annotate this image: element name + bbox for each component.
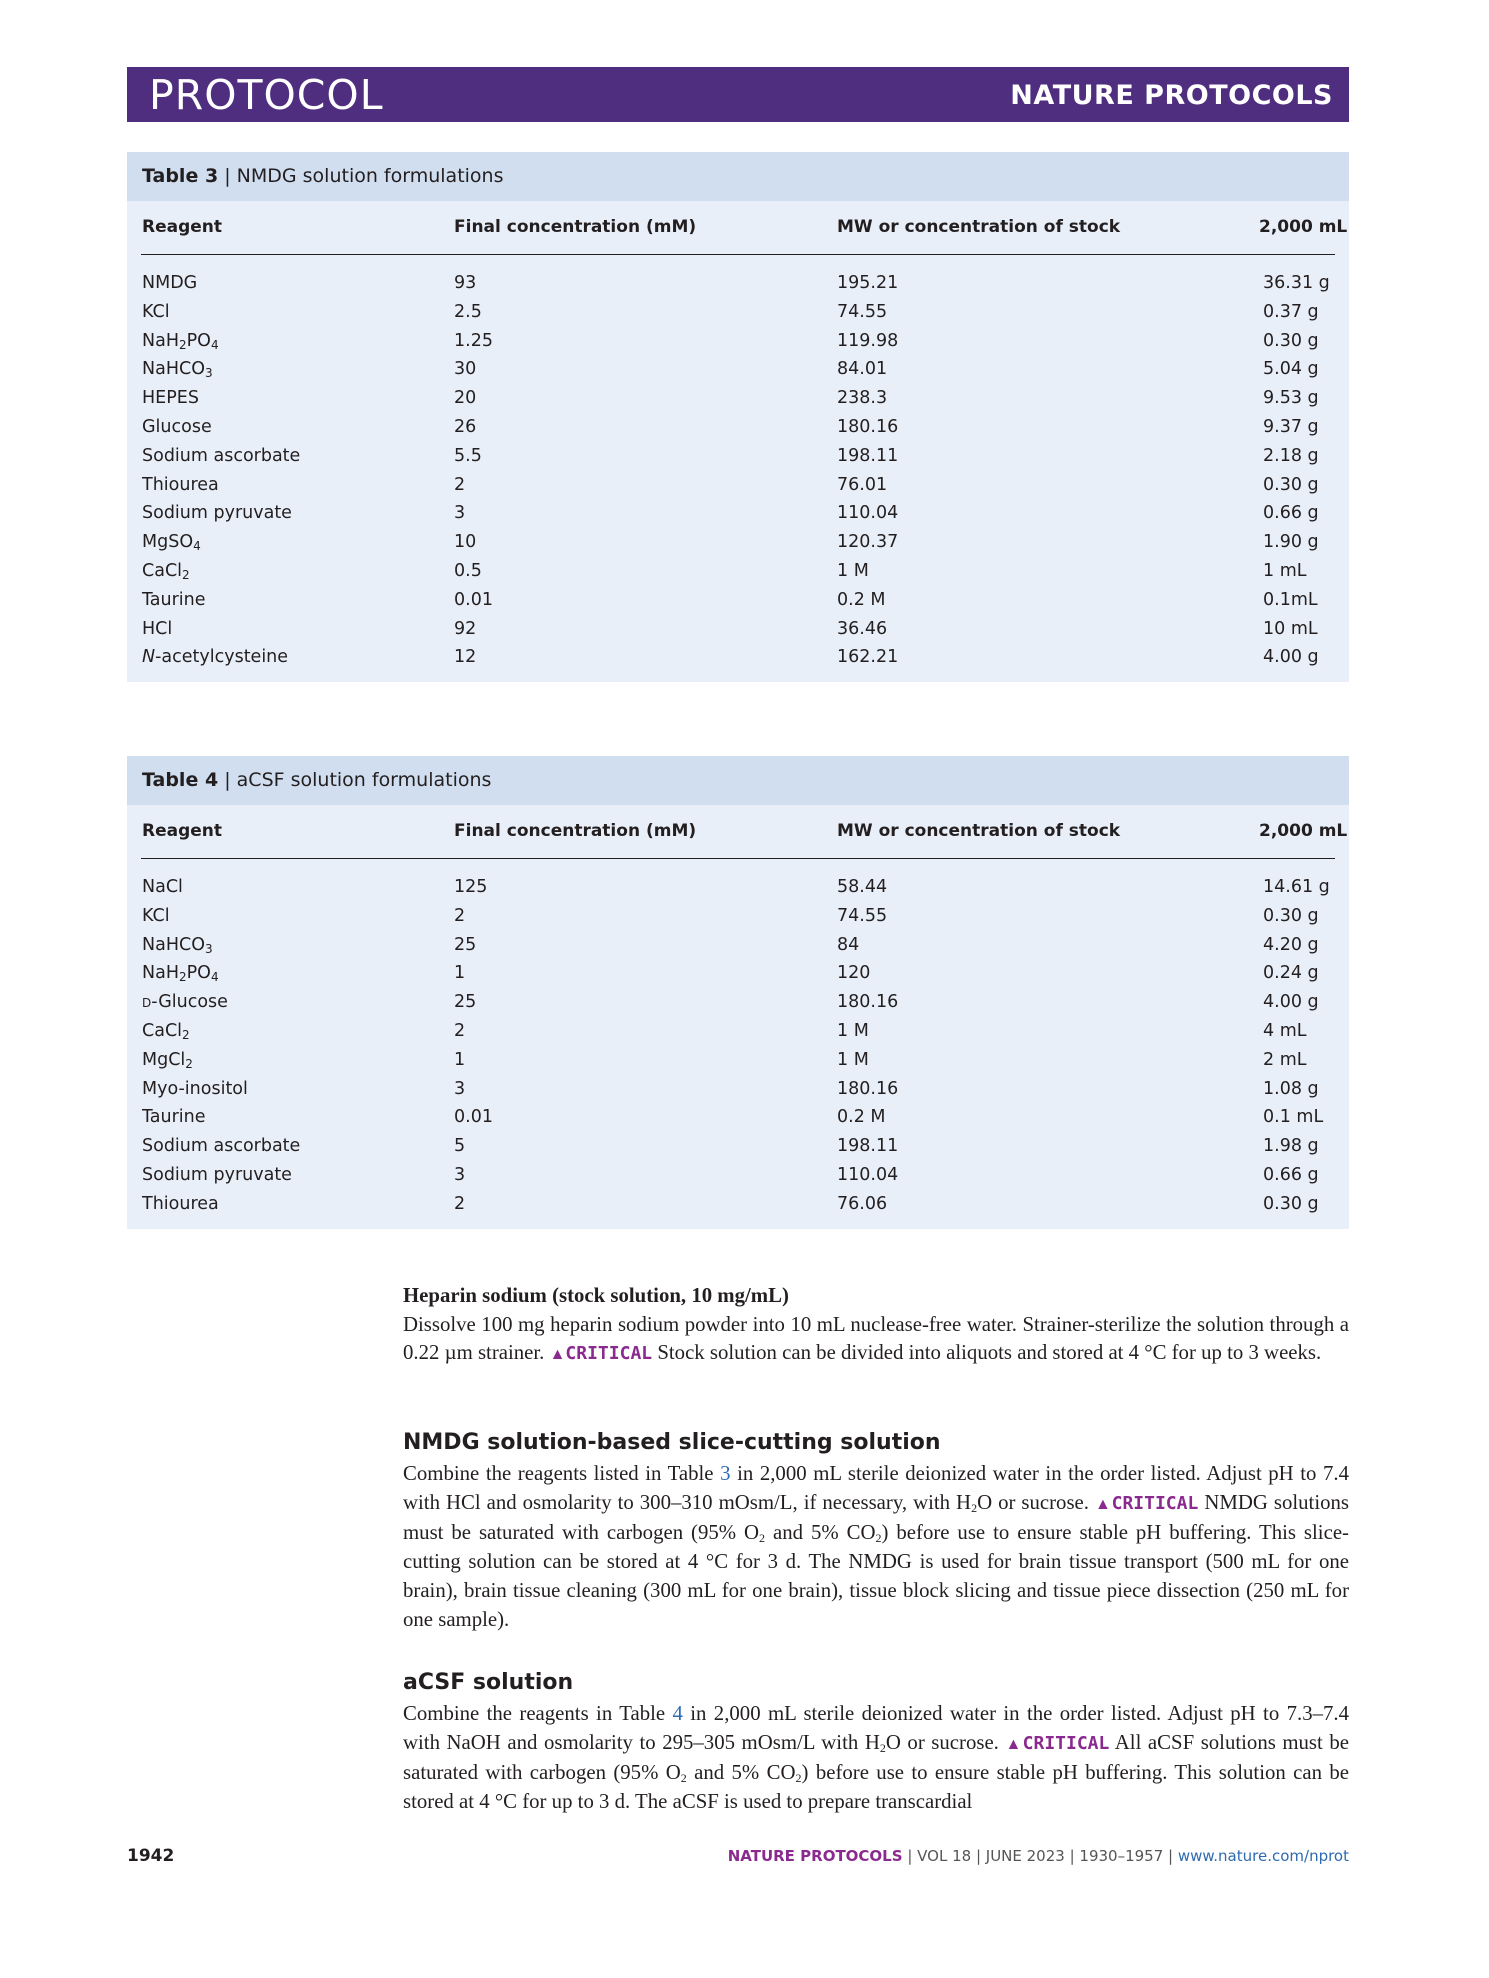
stock-cell: 74.55 [837, 301, 888, 322]
concentration-cell: 2 [454, 1193, 466, 1214]
table-row [127, 528, 1349, 557]
reagent-cell: Sodium pyruvate [142, 1164, 292, 1185]
stock-cell: 120 [837, 963, 871, 984]
reagent-cell: HCl [142, 618, 173, 639]
stock-cell: 74.55 [837, 905, 888, 926]
concentration-cell: 30 [454, 359, 477, 380]
table-4-title: Table 4 | aCSF solution formulations [127, 756, 1349, 805]
critical-label: CRITICAL [1022, 1732, 1110, 1754]
column-header-volume: 2,000 mL [1259, 217, 1348, 237]
table-3 [127, 152, 1349, 682]
table-row [127, 873, 1349, 902]
table-row [127, 959, 1349, 988]
page-number: 1942 [127, 1846, 175, 1866]
reagent-cell: MgCl$_2$ [142, 1049, 193, 1071]
stock-cell: 1 M [837, 1049, 869, 1070]
table-row [127, 355, 1349, 384]
critical-label: CRITICAL [1111, 1492, 1199, 1514]
concentration-cell: 1 [454, 963, 466, 984]
column-header-final-concentration: Final concentration (mM) [454, 217, 697, 237]
concentration-cell: 0.01 [454, 589, 493, 610]
concentration-cell: 2.5 [454, 301, 482, 322]
footer-url-link[interactable]: www.nature.com/nprot [1177, 1847, 1349, 1865]
reagent-cell: Sodium pyruvate [142, 503, 292, 524]
table-3-header [127, 201, 1349, 255]
table-row [127, 384, 1349, 413]
table-row [127, 1017, 1349, 1046]
table-row [127, 269, 1349, 298]
stock-cell: 84 [837, 934, 860, 955]
reagent-cell: KCl [142, 301, 170, 322]
stock-cell: 36.46 [837, 618, 888, 639]
acsf-heading: aCSF solution [403, 1670, 574, 1695]
stock-cell: 58.44 [837, 877, 888, 897]
table-4-caption: aCSF solution formulations [236, 769, 492, 791]
nmdg-heading: NMDG solution-based slice-cutting solution [403, 1430, 941, 1455]
concentration-cell: 3 [454, 503, 466, 524]
table-3-body [127, 255, 1349, 682]
reagent-cell: Sodium ascorbate [142, 445, 301, 466]
header-banner [127, 67, 1349, 122]
reagent-cell: NMDG [142, 273, 198, 293]
concentration-cell: 10 [454, 532, 477, 553]
amount-cell: 0.66 g [1263, 1164, 1319, 1185]
critical-triangle-icon: ▲ [549, 1346, 566, 1364]
stock-cell: 0.2 M [837, 589, 886, 610]
nmdg-text-1: Combine the reagents listed in Table [403, 1462, 714, 1485]
table-4-label: Table 4 [142, 769, 219, 791]
column-header-mw-stock: MW or concentration of stock [837, 217, 1121, 237]
table-row [127, 557, 1349, 586]
reagent-cell: NaHCO$_3$ [142, 934, 213, 956]
stock-cell: 195.21 [837, 273, 899, 293]
table-row [127, 988, 1349, 1017]
table-row [127, 442, 1349, 471]
table-row [127, 643, 1349, 672]
reagent-cell: Thiourea [142, 474, 219, 495]
amount-cell: 9.53 g [1263, 388, 1319, 409]
amount-cell: 4 mL [1263, 1020, 1307, 1041]
concentration-cell: 26 [454, 416, 477, 437]
table-row [127, 1046, 1349, 1075]
table-4 [127, 756, 1349, 1229]
concentration-cell: 5 [454, 1136, 466, 1157]
concentration-cell: 2 [454, 905, 466, 926]
amount-cell: 4.00 g [1263, 647, 1319, 668]
stock-cell: 198.11 [837, 445, 899, 466]
nmdg-text-2: in 2,000 mL sterile deionized water in the order listed. Adjust pH to 7.4 with HCl and osmolarity to 300–310 mOsm/L, if necessary, with $H_2O$ or sucrose. [403, 1462, 1350, 1515]
acsf-text-2: in 2,000 mL sterile deionized water in the order listed. Adjust pH to 7.3–7.4 with NaOH and osmolarity to 295–305 mOsm/L with $H_2O$ or sucrose. [403, 1702, 1349, 1755]
concentration-cell: 125 [454, 877, 488, 897]
concentration-cell: 25 [454, 992, 477, 1013]
table-3-caption: NMDG solution formulations [236, 165, 504, 187]
stock-cell: 1 M [837, 1020, 869, 1041]
table-4-ref-link[interactable]: 4 [672, 1702, 683, 1725]
reagent-cell: NaCl [142, 877, 183, 897]
table-row [127, 1190, 1349, 1219]
concentration-cell: 93 [454, 273, 477, 293]
reagent-cell: Myo-inositol [142, 1078, 248, 1099]
amount-cell: 2.18 g [1263, 445, 1319, 466]
stock-cell: 162.21 [837, 647, 899, 668]
table-row [127, 298, 1349, 327]
header-section-label: PROTOCOL [149, 71, 384, 119]
table-row [127, 902, 1349, 931]
concentration-cell: 12 [454, 647, 477, 668]
critical-label: CRITICAL [565, 1343, 653, 1365]
table-row [127, 586, 1349, 615]
concentration-cell: 0.01 [454, 1107, 493, 1128]
amount-cell: 10 mL [1263, 618, 1318, 639]
table-row [127, 615, 1349, 644]
column-header-volume: 2,000 mL [1259, 821, 1348, 841]
amount-cell: 5.04 g [1263, 359, 1319, 380]
reagent-cell: MgSO$_4$ [142, 532, 201, 554]
table-row [127, 931, 1349, 960]
reagent-cell: $NaH_2PO_4$ [142, 330, 219, 352]
amount-cell: 0.1mL [1263, 589, 1318, 610]
nmdg-text-3: NMDG solutions must be saturated with carbogen (95% $O_2$ and 5% $CO_2$) before use to ensure stable pH buffering. This slice-cutting solution can be stored at 4 °C for 3 d. The NMDG is used for brain tissue transport (500 mL for one brain), brain tissue cleaning (300 mL for one brain), tissue block slicing and tissue piece dissection (250 mL for one sample). [403, 1490, 1349, 1631]
acsf-text-3: All aCSF solutions must be saturated with carbogen (95% $O_2$ and 5% $CO_2$) before use to ensure stable pH buffering. This solution can be stored at 4 °C for up to 3 d. The aCSF is used to prepare transcardial [403, 1730, 1349, 1814]
stock-cell: 180.16 [837, 992, 899, 1013]
reagent-cell: HEPES [142, 388, 199, 409]
amount-cell: 1 mL [1263, 560, 1307, 581]
stock-cell: 76.01 [837, 474, 888, 495]
column-header-reagent: Reagent [142, 821, 223, 841]
amount-cell: 0.24 g [1263, 963, 1319, 984]
nmdg-paragraph [403, 1460, 1349, 1634]
concentration-cell: 2 [454, 474, 466, 495]
reagent-cell: Sodium ascorbate [142, 1136, 301, 1157]
column-header-mw-stock: MW or concentration of stock [837, 821, 1121, 841]
concentration-cell: 2 [454, 1020, 466, 1041]
stock-cell: 180.16 [837, 1078, 899, 1099]
concentration-cell: 3 [454, 1078, 466, 1099]
amount-cell: 14.61 g [1263, 877, 1330, 897]
stock-cell: 180.16 [837, 416, 899, 437]
footer-citation [728, 1847, 1349, 1865]
table-3-label: Table 3 [142, 165, 219, 187]
reagent-cell: $NaH_2PO_4$ [142, 963, 219, 985]
amount-cell: 4.00 g [1263, 992, 1319, 1013]
reagent-cell: D-Glucose [142, 992, 228, 1013]
table-row [127, 499, 1349, 528]
concentration-cell: 1 [454, 1049, 466, 1070]
table-4-header [127, 805, 1349, 859]
footer-volume-info: | VOL 18 | JUNE 2023 | 1930–1957 | [907, 1847, 1174, 1865]
table-row [127, 471, 1349, 500]
amount-cell: 36.31 g [1263, 273, 1330, 293]
header-rule [141, 858, 1335, 859]
stock-cell: 238.3 [837, 388, 888, 409]
concentration-cell: 0.5 [454, 560, 482, 581]
stock-cell: 110.04 [837, 1164, 899, 1185]
reagent-cell: Glucose [142, 416, 212, 437]
amount-cell: 1.08 g [1263, 1078, 1319, 1099]
amount-cell: 2 mL [1263, 1049, 1307, 1070]
column-header-reagent: Reagent [142, 217, 223, 237]
critical-triangle-icon: ▲ [1005, 1735, 1023, 1753]
amount-cell: 0.30 g [1263, 474, 1319, 495]
amount-cell: 1.90 g [1263, 532, 1319, 553]
concentration-cell: 20 [454, 388, 477, 409]
reagent-cell: Thiourea [142, 1193, 219, 1214]
table-3-ref-link[interactable]: 3 [720, 1462, 731, 1485]
amount-cell: 1.98 g [1263, 1136, 1319, 1157]
stock-cell: 119.98 [837, 330, 899, 351]
amount-cell: 4.20 g [1263, 934, 1319, 955]
table-row [127, 1075, 1349, 1104]
reagent-cell: Taurine [142, 589, 206, 610]
column-header-final-concentration: Final concentration (mM) [454, 821, 697, 841]
concentration-cell: 92 [454, 618, 477, 639]
amount-cell: 0.37 g [1263, 301, 1319, 322]
header-rule [141, 254, 1335, 255]
heparin-text-2: Stock solution can be divided into aliquots and stored at 4 °C for up to 3 weeks. [657, 1341, 1322, 1365]
stock-cell: 0.2 M [837, 1107, 886, 1128]
amount-cell: 0.30 g [1263, 330, 1319, 351]
stock-cell: 110.04 [837, 503, 899, 524]
concentration-cell: 1.25 [454, 330, 493, 351]
critical-triangle-icon: ▲ [1094, 1495, 1112, 1513]
amount-cell: 0.30 g [1263, 1193, 1319, 1214]
header-journal-name: NATURE PROTOCOLS [1010, 80, 1333, 111]
stock-cell: 76.06 [837, 1193, 888, 1214]
stock-cell: 84.01 [837, 359, 888, 380]
heparin-heading: Heparin sodium (stock solution, 10 mg/mL) [403, 1284, 789, 1307]
concentration-cell: 3 [454, 1164, 466, 1185]
table-row [127, 413, 1349, 442]
footer-journal: NATURE PROTOCOLS [727, 1847, 903, 1865]
acsf-text-1: Combine the reagents in Table [403, 1702, 666, 1725]
reagent-cell: N-acetylcysteine [142, 647, 289, 668]
amount-cell: 0.1 mL [1263, 1107, 1324, 1128]
reagent-cell: NaHCO$_3$ [142, 359, 213, 381]
table-row [127, 1161, 1349, 1190]
acsf-paragraph [403, 1700, 1349, 1817]
reagent-cell: Taurine [142, 1107, 206, 1128]
stock-cell: 120.37 [837, 532, 899, 553]
amount-cell: 0.66 g [1263, 503, 1319, 524]
amount-cell: 9.37 g [1263, 416, 1319, 437]
table-row [127, 1132, 1349, 1161]
table-3-title: Table 3 | NMDG solution formulations [127, 152, 1349, 201]
table-4-body [127, 859, 1349, 1229]
reagent-cell: CaCl$_2$ [142, 560, 190, 582]
stock-cell: 1 M [837, 560, 869, 581]
reagent-cell: KCl [142, 905, 170, 926]
heparin-text-1: Dissolve 100 mg heparin sodium powder into 10 mL nuclease-free water. Strainer-sterilize the solution through a 0.22 µm strainer. [403, 1312, 1349, 1365]
amount-cell: 0.30 g [1263, 905, 1319, 926]
reagent-cell: CaCl$_2$ [142, 1020, 190, 1042]
table-row [127, 1103, 1349, 1132]
concentration-cell: 25 [454, 934, 477, 955]
heparin-paragraph [403, 1282, 1349, 1370]
table-row [127, 327, 1349, 356]
concentration-cell: 5.5 [454, 445, 482, 466]
stock-cell: 198.11 [837, 1136, 899, 1157]
